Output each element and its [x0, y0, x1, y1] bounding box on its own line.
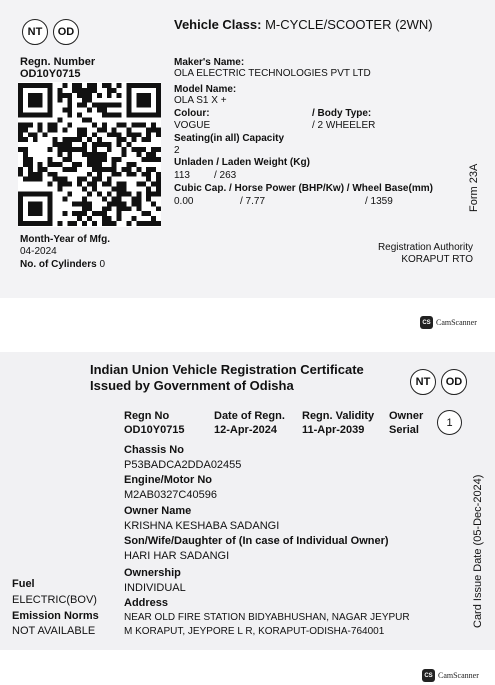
vehicle-class-label-text: Vehicle Class: [174, 17, 262, 32]
form-23a-label: Form 23A [468, 163, 480, 212]
od-badge: OD [53, 19, 79, 45]
date-of-regn-label: Date of Regn. [214, 410, 285, 422]
colour-value: VOGUE [174, 120, 211, 131]
regn-number-label: Regn. Number [20, 56, 96, 68]
cubic-cap-value: 0.00 [174, 196, 194, 207]
od-badge-back: OD [441, 369, 467, 395]
owner-serial-label-1: Owner [389, 410, 424, 422]
cubic-cap-label: Cubic Cap. / Horse Power (BHP/Kw) / Wheel Base(mm) [174, 183, 433, 194]
authority-value: KORAPUT RTO [401, 254, 473, 265]
camscanner-text: CamScanner [436, 318, 477, 327]
mfg-value: 04-2024 [20, 246, 57, 257]
regn-validity-label: Regn. Validity [302, 410, 375, 422]
card-issue-date: Card Issue Date (05-Dec-2024) [472, 474, 484, 628]
date-of-regn-value: 12-Apr-2024 [214, 424, 277, 436]
authority-label: Registration Authority [377, 242, 473, 253]
model-value: OLA S1 X + [174, 95, 227, 106]
address-label: Address [124, 597, 169, 609]
engine-label: Engine/Motor No [124, 474, 212, 486]
certificate-title-line1: Indian Union Vehicle Registration Certificate [90, 362, 364, 377]
emission-value: NOT AVAILABLE [12, 625, 96, 637]
relation-label: Son/Wife/Daughter of (In case of Individual Owner) [124, 535, 389, 547]
seating-value: 2 [174, 145, 180, 156]
regn-no-value: OD10Y0715 [124, 424, 185, 436]
cylinders-label: No. of Cylinders [20, 259, 97, 270]
regn-validity-value: 11-Apr-2039 [302, 424, 365, 436]
body-type-value: / 2 WHEELER [312, 120, 376, 131]
horse-power-value: / 7.77 [240, 196, 266, 207]
ownership-label: Ownership [124, 567, 181, 579]
laden-weight-value: / 263 [214, 170, 237, 181]
cylinders-value: 0 [99, 259, 106, 270]
owner-name-label: Owner Name [124, 505, 192, 517]
vehicle-class-value: M-CYCLE/SCOOTER (2WN) [265, 17, 433, 32]
camscanner-text: CamScanner [438, 671, 479, 680]
qr-code [18, 82, 161, 227]
maker-label: Maker's Name: [174, 57, 245, 68]
mfg-label: Month-Year of Mfg. [20, 234, 110, 245]
camscanner-logo-icon: CS [422, 669, 435, 682]
engine-value: M2AB0327C40596 [124, 489, 217, 501]
rc-card-back [0, 352, 495, 650]
weight-label: Unladen / Laden Weight (Kg) [174, 157, 310, 168]
emission-label: Emission Norms [12, 610, 99, 622]
fuel-label: Fuel [12, 578, 35, 590]
owner-serial-value: 1 [437, 410, 462, 435]
relation-value: HARI HAR SADANGI [124, 550, 230, 562]
regn-number-value: OD10Y0715 [20, 68, 81, 80]
nt-badge-back: NT [410, 369, 436, 395]
fuel-value: ELECTRIC(BOV) [12, 594, 97, 606]
certificate-title-line2: Issued by Government of Odisha [90, 378, 294, 393]
owner-name-value: KRISHNA KESHABA SADANGI [124, 520, 280, 532]
seating-label: Seating(in all) Capacity [174, 133, 285, 144]
vehicle-class-label [174, 17, 433, 32]
regn-no-label: Regn No [124, 410, 170, 422]
cylinders-row [20, 259, 105, 270]
owner-serial-label-2: Serial [389, 424, 419, 436]
wheel-base-value: / 1359 [365, 196, 393, 207]
camscanner-watermark-bottom [422, 669, 479, 682]
unladen-weight-value: 113 [174, 170, 190, 181]
colour-label: Colour: [174, 108, 210, 119]
chassis-value: P53BADCA2DDA02455 [124, 459, 242, 471]
rc-card-front [0, 0, 495, 298]
body-type-label: / Body Type: [312, 108, 372, 119]
maker-value: OLA ELECTRIC TECHNOLOGIES PVT LTD [174, 68, 371, 79]
camscanner-logo-icon: CS [420, 316, 433, 329]
nt-badge: NT [22, 19, 48, 45]
ownership-value: INDIVIDUAL [124, 582, 186, 594]
address-line1: NEAR OLD FIRE STATION BIDYABHUSHAN, NAGAR JEYPUR [124, 612, 410, 623]
chassis-label: Chassis No [124, 444, 184, 456]
camscanner-watermark-top [420, 316, 477, 329]
model-label: Model Name: [174, 84, 237, 95]
address-line2: M KORAPUT, JEYPORE L R, KORAPUT-ODISHA-764001 [124, 626, 385, 637]
